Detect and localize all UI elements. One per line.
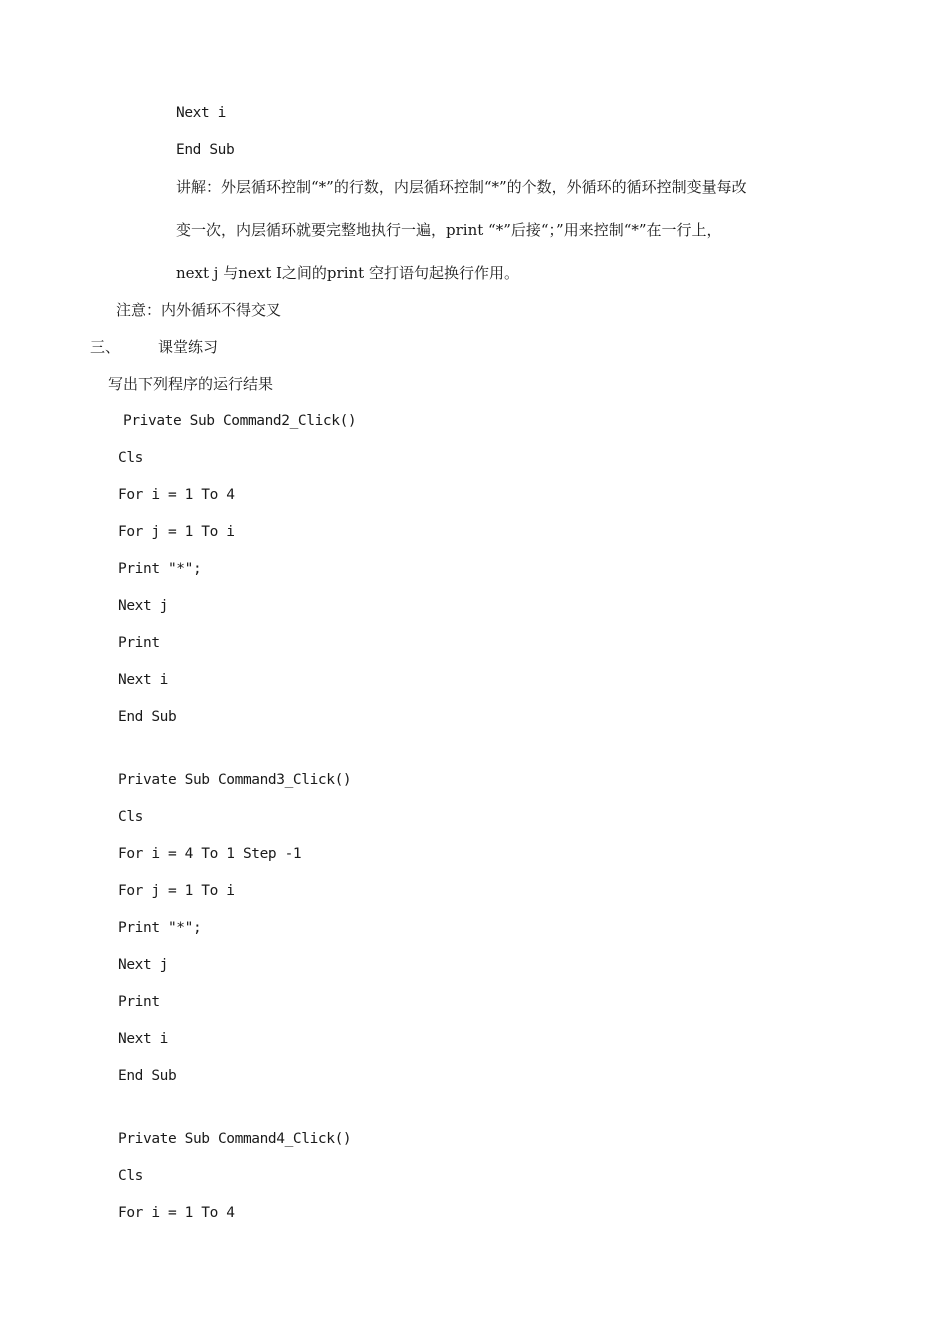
program3-line: Cls: [118, 1168, 143, 1184]
program1-line: Next i: [118, 672, 168, 688]
program2-line: Cls: [118, 809, 143, 825]
explanation-line-2: 变一次，内层循环就要完整地执行一遍，print “*”后接“；”用来控制“*”在一行上，: [176, 221, 722, 239]
program1-line: Print "*";: [118, 561, 202, 577]
section-title: 课堂练习: [158, 338, 219, 356]
program2-line: Next i: [118, 1031, 168, 1047]
program2-line: For i = 4 To 1 Step -1: [118, 846, 302, 862]
program2-line: Next j: [118, 957, 168, 973]
program1-line: Next j: [118, 598, 168, 614]
note-text: 注意：内外循环不得交叉: [116, 301, 282, 319]
program3-line: For i = 1 To 4: [118, 1205, 235, 1221]
program2-line: Print "*";: [118, 920, 202, 936]
program1-line: For j = 1 To i: [118, 524, 235, 540]
explanation-line-3: next j 与next I之间的print 空打语句起换行作用。: [176, 264, 519, 282]
program2-line: Print: [118, 994, 160, 1010]
explanation-line-1: 讲解：外层循环控制“*”的行数，内层循环控制“*”的个数，外循环的循环控制变量每改: [176, 178, 747, 196]
code-line-end-sub: End Sub: [176, 142, 235, 158]
program1-line: For i = 1 To 4: [118, 487, 235, 503]
section-number: 三、: [90, 338, 121, 356]
program2-line: Private Sub Command3_Click(): [118, 772, 352, 788]
program2-line: End Sub: [118, 1068, 177, 1084]
code-line-next-i: Next i: [176, 105, 226, 121]
program1-line: Private Sub Command2_Click(): [123, 413, 357, 429]
program1-line: Print: [118, 635, 160, 651]
program1-line: Cls: [118, 450, 143, 466]
program1-line: End Sub: [118, 709, 177, 725]
program3-line: Private Sub Command4_Click(): [118, 1131, 352, 1147]
instruction-text: 写出下列程序的运行结果: [108, 375, 274, 393]
program2-line: For j = 1 To i: [118, 883, 235, 899]
